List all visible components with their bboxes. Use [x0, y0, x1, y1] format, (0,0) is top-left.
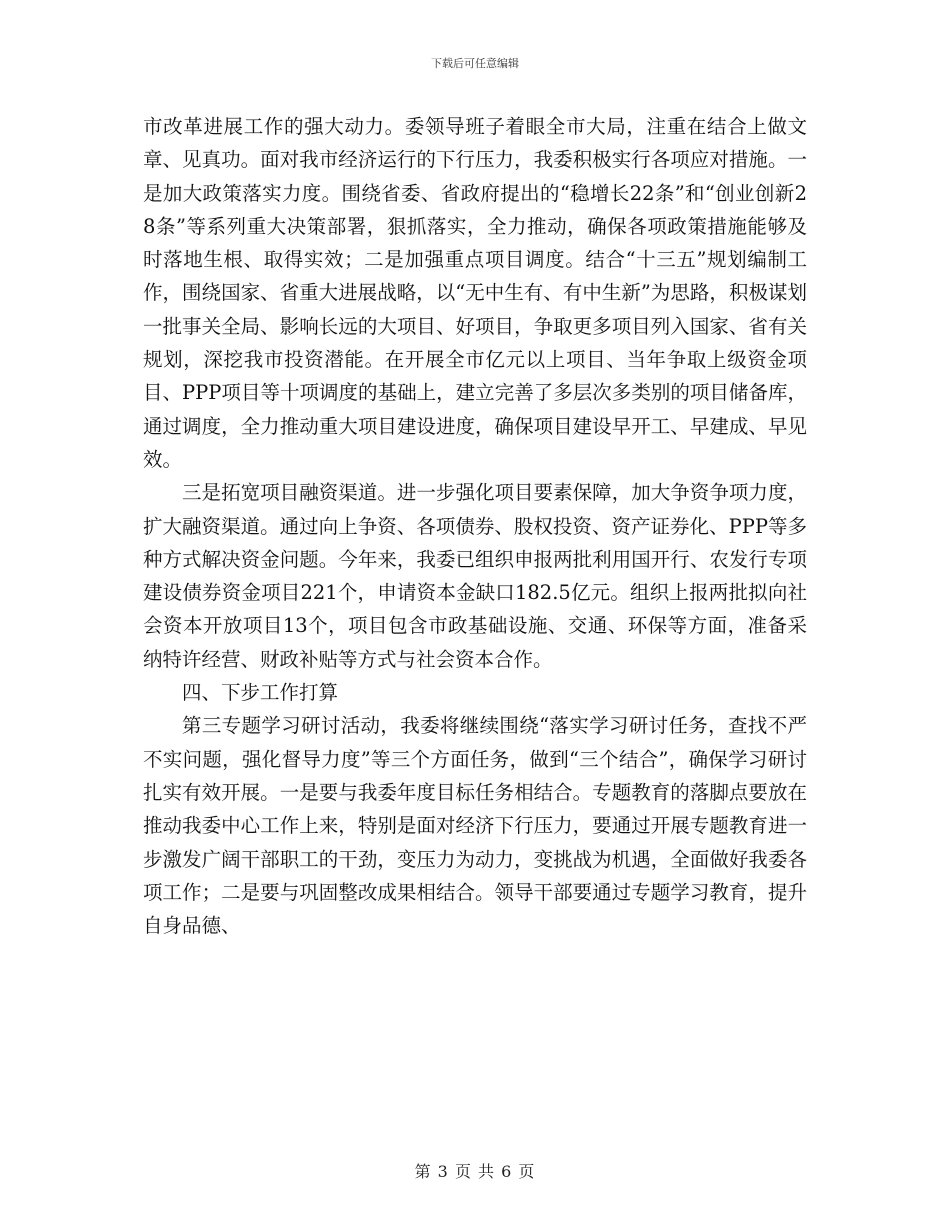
paragraph-1: 市改革进展工作的强大动力。委领导班子着眼全市大局，注重在结合上做文章、见真功。面对我市经济运行的下行压力，我委积极实行各项应对措施。一是加大政策落实力度。围绕省委、省政府提出的“稳增长22条”和“创业创新28条”等系列重大决策部署，狠抓落实，全力推动，确保各项政策措施能够及时落地生根、取得实效；二是加强重点项目调度。结合“十三五”规划编制工作，围绕国家、省重大进展战略，以“无中生有、有中生新”为思路，积极谋划一批事关全局、影响长远的大项目、好项目，争取更多项目列入国家、省有关规划，深挖我市投资潜能。在开展全市亿元以上项目、当年争取上级资金项目、PPP项目等十项调度的基础上，建立完善了多层次多类别的项目储备库，通过调度，全力推动重大项目建设进度，确保项目建设早开工、早建成、早见效。: [143, 115, 807, 471]
page-footer: 第 3 页 共 6 页: [414, 1162, 536, 1181]
section-heading: 四、下步工作打算: [182, 681, 339, 705]
document-body: [143, 110, 807, 942]
paragraph-2: 三是拓宽项目融资渠道。进一步强化项目要素保障，加大争资争项力度，扩大融资渠道。通过向上争资、各项债券、股权投资、资产证券化、PPP等多种方式解决资金问题。今年来，我委已组织申报两批利用国开行、农发行专项建设债券资金项目221个，申请资本金缺口182.5亿元。组织上报两批拟向社会资本开放项目13个，项目包含市政基础设施、交通、环保等方面，准备采纳特许经营、财政补贴等方式与社会资本合作。: [143, 481, 807, 671]
paragraph-3: 第三专题学习研讨活动，我委将继续围绕“落实学习研讨任务，查找不严不实问题，强化督导力度”等三个方面任务，做到“三个结合”，确保学习研讨扎实有效开展。一是要与我委年度目标任务相结合。专题教育的落脚点要放在推动我委中心工作上来，特别是面对经济下行压力，要通过开展专题教育进一步激发广阔干部职工的干劲，变压力为动力，变挑战为机遇，全面做好我委各项工作；二是要与巩固整改成果相结合。领导干部要通过专题学习教育，提升自身品德、: [143, 714, 807, 938]
page-header: 下载后可任意编辑: [431, 57, 519, 70]
